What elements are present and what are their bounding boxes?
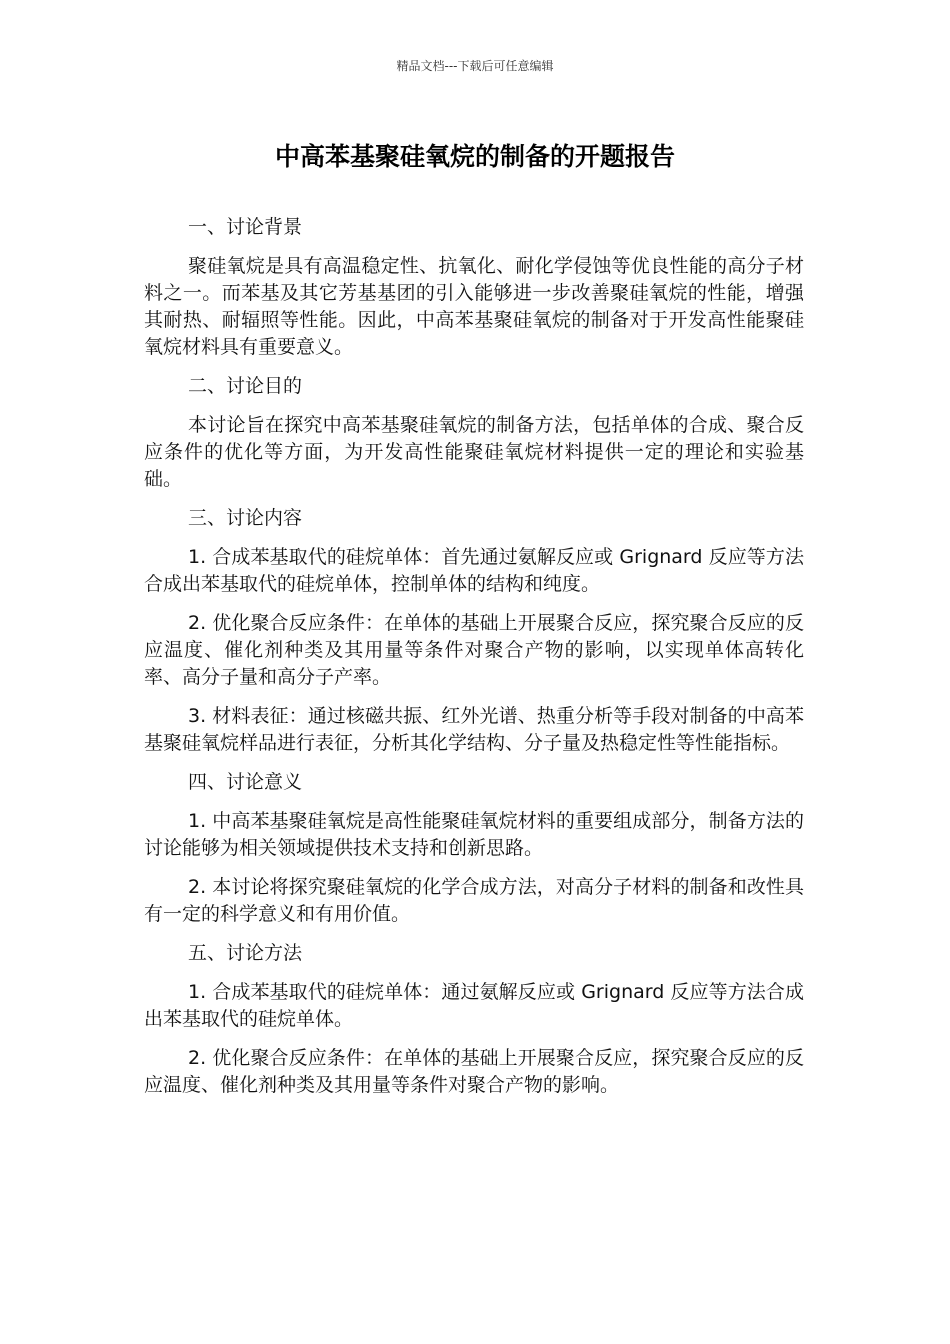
section-heading: 三、讨论内容 <box>188 507 303 529</box>
paragraph: 聚硅氧烷是具有高温稳定性、抗氧化、耐化学侵蚀等优良性能的高分子材料之一。而苯基及其它芳基基团的引入能够进一步改善聚硅氧烷的性能，增强其耐热、耐辐照等性能。因此，中高苯基聚硅氧烷的制备对于开发高性能聚硅氧烷材料具有重要意义。 <box>144 255 804 358</box>
paragraph: 本讨论旨在探究中高苯基聚硅氧烷的制备方法，包括单体的合成、聚合反应条件的优化等方面，为开发高性能聚硅氧烷材料提供一定的理论和实验基础。 <box>144 414 804 490</box>
paragraph: 3. 材料表征：通过核磁共振、红外光谱、热重分析等手段对制备的中高苯基聚硅氧烷样品进行表征，分析其化学结构、分子量及热稳定性等性能指标。 <box>144 705 804 754</box>
header-note: 精品文档---下载后可任意编辑 <box>396 59 554 73</box>
paragraph: 2. 优化聚合反应条件：在单体的基础上开展聚合反应，探究聚合反应的反应温度、催化剂种类及其用量等条件对聚合产物的影响，以实现单体高转化率、高分子量和高分子产率。 <box>144 612 804 688</box>
paragraph: 1. 中高苯基聚硅氧烷是高性能聚硅氧烷材料的重要组成部分，制备方法的讨论能够为相关领域提供技术支持和创新思路。 <box>144 810 804 859</box>
section-heading: 四、讨论意义 <box>188 771 303 793</box>
section-heading: 二、讨论目的 <box>188 375 303 397</box>
paragraph: 1. 合成苯基取代的硅烷单体：首先通过氨解反应或 Grignard 反应等方法合成出苯基取代的硅烷单体，控制单体的结构和纯度。 <box>144 546 804 595</box>
paragraph: 2. 本讨论将探究聚硅氧烷的化学合成方法，对高分子材料的制备和改性具有一定的科学意义和有用价值。 <box>144 876 804 925</box>
section-heading: 五、讨论方法 <box>188 942 303 964</box>
document-body <box>144 214 804 1111</box>
section-heading: 一、讨论背景 <box>188 216 303 238</box>
paragraph: 1. 合成苯基取代的硅烷单体：通过氨解反应或 Grignard 反应等方法合成出苯基取代的硅烷单体。 <box>144 981 804 1030</box>
document-title: 中高苯基聚硅氧烷的制备的开题报告 <box>274 142 675 171</box>
paragraph: 2. 优化聚合反应条件：在单体的基础上开展聚合反应，探究聚合反应的反应温度、催化剂种类及其用量等条件对聚合产物的影响。 <box>144 1047 804 1096</box>
